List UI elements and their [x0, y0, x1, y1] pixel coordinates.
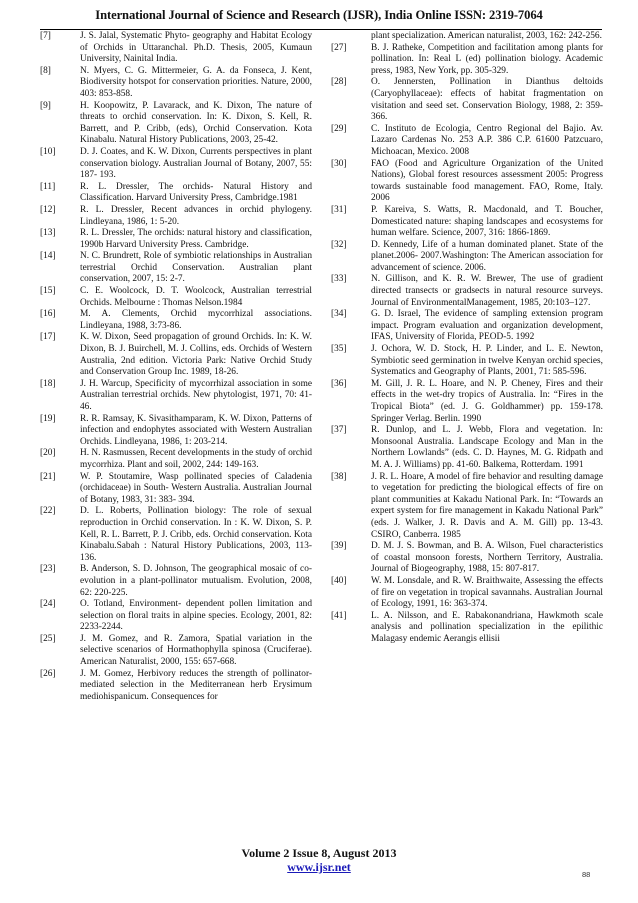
reference-text: O. Totland, Environment- dependent pollen limitation and selection on floral traits in alpine species. Ecology, 2001, 82: 2233-2244. — [80, 599, 312, 633]
reference-number: [26] — [40, 668, 56, 679]
reference-text: D. M. J. S. Bowman, and B. A. Wilson, Fuel characteristics of coastal monsoon forests, Northern Territory, Australia. Journal of Biogeography, 1988, 15: 807-817. — [371, 541, 603, 575]
reference-item — [331, 274, 603, 309]
reference-number: [23] — [40, 564, 56, 575]
reference-text: O. Jennersten, Pollination in Dianthus deltoids (Caryophyllaceae): effects of habitat fragmentation on visitation and seed set. Conservation Biology, 1988, 2: 359-366. — [371, 77, 603, 123]
reference-text: R. L. Dressler, The orchids- Natural History and Classification. Harvard University Press, Cambridge.1981 — [80, 181, 312, 204]
volume-issue: Volume 2 Issue 8, August 2013 — [241, 846, 397, 860]
reference-text: J. S. Jalal, Systematic Phyto- geography and Habitat Ecology of Orchids in Uttaranchal. Ph.D. Thesis, 2005, Kumaun University, Nainital India. — [80, 31, 312, 65]
reference-item — [40, 379, 312, 414]
reference-text: C. Instituto de Ecologia, Centro Regional del Bajio. Av. Lazaro Cardenas No. 253 A.P. 386 C.P. 61600 Patzcuaro, Michoacan, Mexico. 2008 — [371, 123, 603, 157]
reference-number: [28] — [331, 77, 347, 88]
reference-item — [40, 599, 312, 634]
reference-number: [40] — [331, 575, 347, 586]
reference-text: M. Gill, J. R. L. Hoare, and N. P. Cheney, Fires and their effects in the wet-dry tropics of Australia. In: “Fires in the Tropical Biota” (ed. J. G. Goldhammer) pp. 159-178. Springer Verlag. Berlin. 1990 — [371, 378, 603, 424]
reference-item — [40, 182, 312, 205]
reference-continuation: plant specialization. American naturalist, 2003, 162: 242-256. — [371, 31, 602, 41]
reference-item — [331, 379, 603, 425]
reference-number: [31] — [331, 204, 347, 215]
reference-number: [10] — [40, 146, 56, 157]
references-right-column — [331, 31, 603, 645]
reference-text: R. L. Dressler, Recent advances in orchid phylogeny. Lindleyana, 1986, 1: 5-20. — [80, 204, 312, 227]
reference-item — [40, 251, 312, 286]
references-left-column — [40, 31, 312, 703]
reference-item — [40, 147, 312, 182]
reference-text: FAO (Food and Agriculture Organization of the United Nations), Global forest resources assessment 2005: Progress towards sustainable food management. FAO, Rome, Italy. 2006 — [371, 158, 603, 204]
reference-text: D. Kennedy, Life of a human dominated planet. State of the planet.2006- 2007.Washington: The American association for advancement of science. 2006. — [371, 239, 603, 273]
reference-item — [40, 31, 312, 66]
reference-number: [37] — [331, 425, 347, 436]
reference-text: B. J. Ratheke, Competition and facilitation among plants for pollination. In: Real L (ed) pollination biology. Academic press, 1983, New York, pp. 305-329. — [371, 42, 603, 76]
reference-number: [20] — [40, 448, 56, 459]
reference-item — [331, 576, 603, 611]
reference-item — [40, 205, 312, 228]
reference-text: N. Myers, C. G. Mittermeier, G. A. da Fonseca, J. Kent, Biodiversity hotspot for conservation priorities. Nature, 2000, 403: 853-858. — [80, 65, 312, 99]
reference-item — [40, 472, 312, 507]
reference-number: [39] — [331, 541, 347, 552]
reference-number: [19] — [40, 413, 56, 424]
reference-text: G. D. Israel, The evidence of sampling extension program impact. Program evaluation and organization development, IFAS, University of Florida, PEOD-5. 1992 — [371, 309, 603, 343]
reference-text: J. H. Warcup, Specificity of mycorrhizal association in some Australian terrestrial orchids. New phytologist, 1971, 70: 41-46. — [80, 378, 312, 412]
reference-number: [16] — [40, 309, 56, 320]
reference-text: W. M. Lonsdale, and R. W. Braithwaite, Assessing the effects of fire on vegetation in tropical savannahs. Australian Journal of Ecology, 1991, 16: 363-374. — [371, 575, 603, 610]
header-rule — [40, 29, 602, 30]
reference-item — [331, 309, 603, 344]
reference-number: [22] — [40, 506, 56, 517]
reference-number: [25] — [40, 633, 56, 644]
reference-number: [13] — [40, 228, 56, 239]
reference-text: D. L. Roberts, Pollination biology: The role of sexual reproduction in Orchid conservation. In : K. W. Dixon, S. P. Kell, R. L. Barrett, P. J. Cribb, eds. Orchid conservation. Kota Kinabalu.Sabah : Natural History Publications, 2003, 113- 136. — [80, 506, 312, 563]
reference-text: D. J. Coates, and K. W. Dixon, Currents perspectives in plant conservation biology. Australian Journal of Botany, 2007, 55: 187- 193. — [80, 146, 312, 181]
reference-number: [14] — [40, 251, 56, 262]
journal-website-link[interactable]: www.ijsr.net — [287, 860, 351, 874]
reference-text: M. A. Clements, Orchid mycorrhizal associations. Lindleyana, 1988, 3:73-86. — [80, 309, 312, 331]
reference-item — [331, 425, 603, 471]
reference-item — [331, 205, 603, 240]
page-number: 88 — [582, 870, 591, 879]
reference-text: B. Anderson, S. D. Johnson, The geographical mosaic of co- evolution in a plant-pollinator mutualism. Evolution, 2008, 62: 220-225. — [80, 564, 312, 598]
page-footer — [0, 846, 638, 874]
reference-number: [11] — [40, 181, 56, 192]
reference-number: [12] — [40, 204, 56, 215]
reference-item — [331, 124, 603, 159]
reference-number: [38] — [331, 471, 347, 482]
reference-text: N. Gillison, and K. R. W. Brewer, The use of gradient directed transects or gradsects in natural resource surveys. Journal of EnvironmentalManagement, 1985, 20:103–127. — [371, 274, 603, 308]
reference-text: C. E. Woolcock, D. T. Woolcock, Australian terrestrial Orchids. Melbourne : Thomas Nelson.1984 — [80, 286, 312, 308]
reference-number: [35] — [331, 344, 347, 355]
reference-number: [34] — [331, 309, 347, 320]
reference-item — [40, 332, 312, 378]
reference-number: [9] — [40, 100, 51, 111]
reference-text: R. Dunlop, and L. J. Webb, Flora and vegetation. In: Monsoonal Australia. Landscape Ecology and Man in the Northern Lowlands” (eds. C. D. Haynes, M. G. Ridpath and M. A. J. Williams) pp. 41-60. Balkema, Rotterdam. 1991 — [371, 425, 603, 470]
reference-number: [21] — [40, 471, 56, 482]
reference-item — [331, 344, 603, 379]
reference-text: K. W. Dixon, Seed propagation of ground Orchids. In: K. W. Dixon, B. J. Buirchell, M. J. Collins, eds. Orchids of Western Australia, 2nd edition. Victoria Park: Native Orchid Study and Conservation Group Inc. 1989, 18-26. — [80, 332, 312, 378]
reference-number: [29] — [331, 123, 347, 134]
reference-item — [331, 43, 603, 78]
reference-item — [40, 309, 312, 332]
reference-item — [40, 101, 312, 147]
reference-number: [36] — [331, 378, 347, 389]
reference-number: [7] — [40, 31, 51, 41]
reference-item — [331, 77, 603, 123]
journal-header: International Journal of Science and Research (IJSR), India Online ISSN: 2319-7064 — [95, 8, 543, 22]
reference-text: H. Koopowitz, P. Lavarack, and K. Dixon, The nature of threats to orchid conservation. In: K. Dixon, S. Kell, R. Barrett, and P. Cribb, (eds), Orchid Conservation. Kota Kinabalu. Natural History Publications, 2003, 25-42. — [80, 100, 312, 146]
reference-item — [40, 228, 312, 251]
reference-number: [8] — [40, 65, 51, 76]
reference-item — [40, 634, 312, 669]
reference-number: [30] — [331, 158, 347, 169]
reference-text: J. M. Gomez, and R. Zamora, Spatial variation in the selective scenarios of Hormathophylla spinosa (Cruciferae). American Naturalist, 2000, 155: 657-668. — [80, 633, 312, 668]
reference-text: H. N. Rasmussen, Recent developments in the study of orchid mycorrhiza. Plant and soil, 2002, 244: 149-163. — [80, 448, 312, 470]
reference-item — [40, 414, 312, 449]
reference-item — [331, 159, 603, 205]
reference-text: N. C. Brundrett, Role of symbiotic relationships in Australian terrestrial Orchid Conservation. Australian plant conservation, 2007, 15: 2-7. — [80, 251, 312, 285]
reference-text: J. Ochora, W. D. Stock, H. P. Linder, and L. E. Newton, Symbiotic seed germination in twelve Kenyan orchid species, Systematics and Geography of Plants, 2001, 71: 585-596. — [371, 344, 603, 378]
reference-item — [40, 66, 312, 101]
reference-item — [40, 564, 312, 599]
reference-number: [33] — [331, 274, 347, 285]
reference-item — [331, 240, 603, 275]
reference-number: [17] — [40, 332, 56, 343]
reference-number: [41] — [331, 610, 347, 621]
reference-number: [24] — [40, 599, 56, 610]
reference-item — [331, 611, 603, 646]
reference-text: W. P. Stoutamire, Wasp pollinated species of Caladenia (orchidaceae) in South- Western Australia. Australian Journal of Botany, 1983, 31: 383- 394. — [80, 471, 312, 505]
reference-item — [331, 541, 603, 576]
reference-text: P. Kareiva, S. Watts, R. Macdonald, and T. Boucher, Domesticated nature: shaping landscapes and ecosystems for human welfare. Science, 2007, 316: 1866-1869. — [371, 204, 603, 239]
reference-item — [40, 669, 312, 704]
reference-number: [18] — [40, 378, 56, 389]
reference-text: L. A. Nilsson, and E. Rabakonandriana, Hawkmoth scale analysis and pollination specialization in the epilithic Malagasy endemic Aerangis ellisii — [371, 610, 603, 644]
reference-item — [40, 506, 312, 564]
reference-text: J. R. L. Hoare, A model of fire behavior and resulting damage to vegetation for predicting the biological effects of fire on plant communities at Kakadu National Park. In: “Towards an expert system for fire management in Kakadu National Park” (eds. J. Walker, J. R. Davis and A. M. Gill) pp. 13-43. CSIRO, Canberra. 1985 — [371, 471, 603, 540]
reference-text: R. R. Ramsay, K. Sivasithamparam, K. W. Dixon, Patterns of infection and endophytes associated with Western Australian Orchids. Lindleyana, 1986, 1: 203-214. — [80, 413, 312, 447]
reference-item — [40, 448, 312, 471]
reference-text: J. M. Gomez, Herbivory reduces the strength of pollinator-mediated selection in the Mediterranean herb Erysimum mediohispanicum. Consequences for — [80, 668, 312, 702]
reference-number: [15] — [40, 286, 56, 297]
reference-number: [27] — [331, 42, 347, 53]
reference-number: [32] — [331, 239, 347, 250]
reference-item — [331, 472, 603, 542]
reference-text: R. L. Dressler, The orchids: natural history and classification, 1990b Harvard University Press. Cambridge. — [80, 228, 312, 250]
reference-item — [40, 286, 312, 309]
